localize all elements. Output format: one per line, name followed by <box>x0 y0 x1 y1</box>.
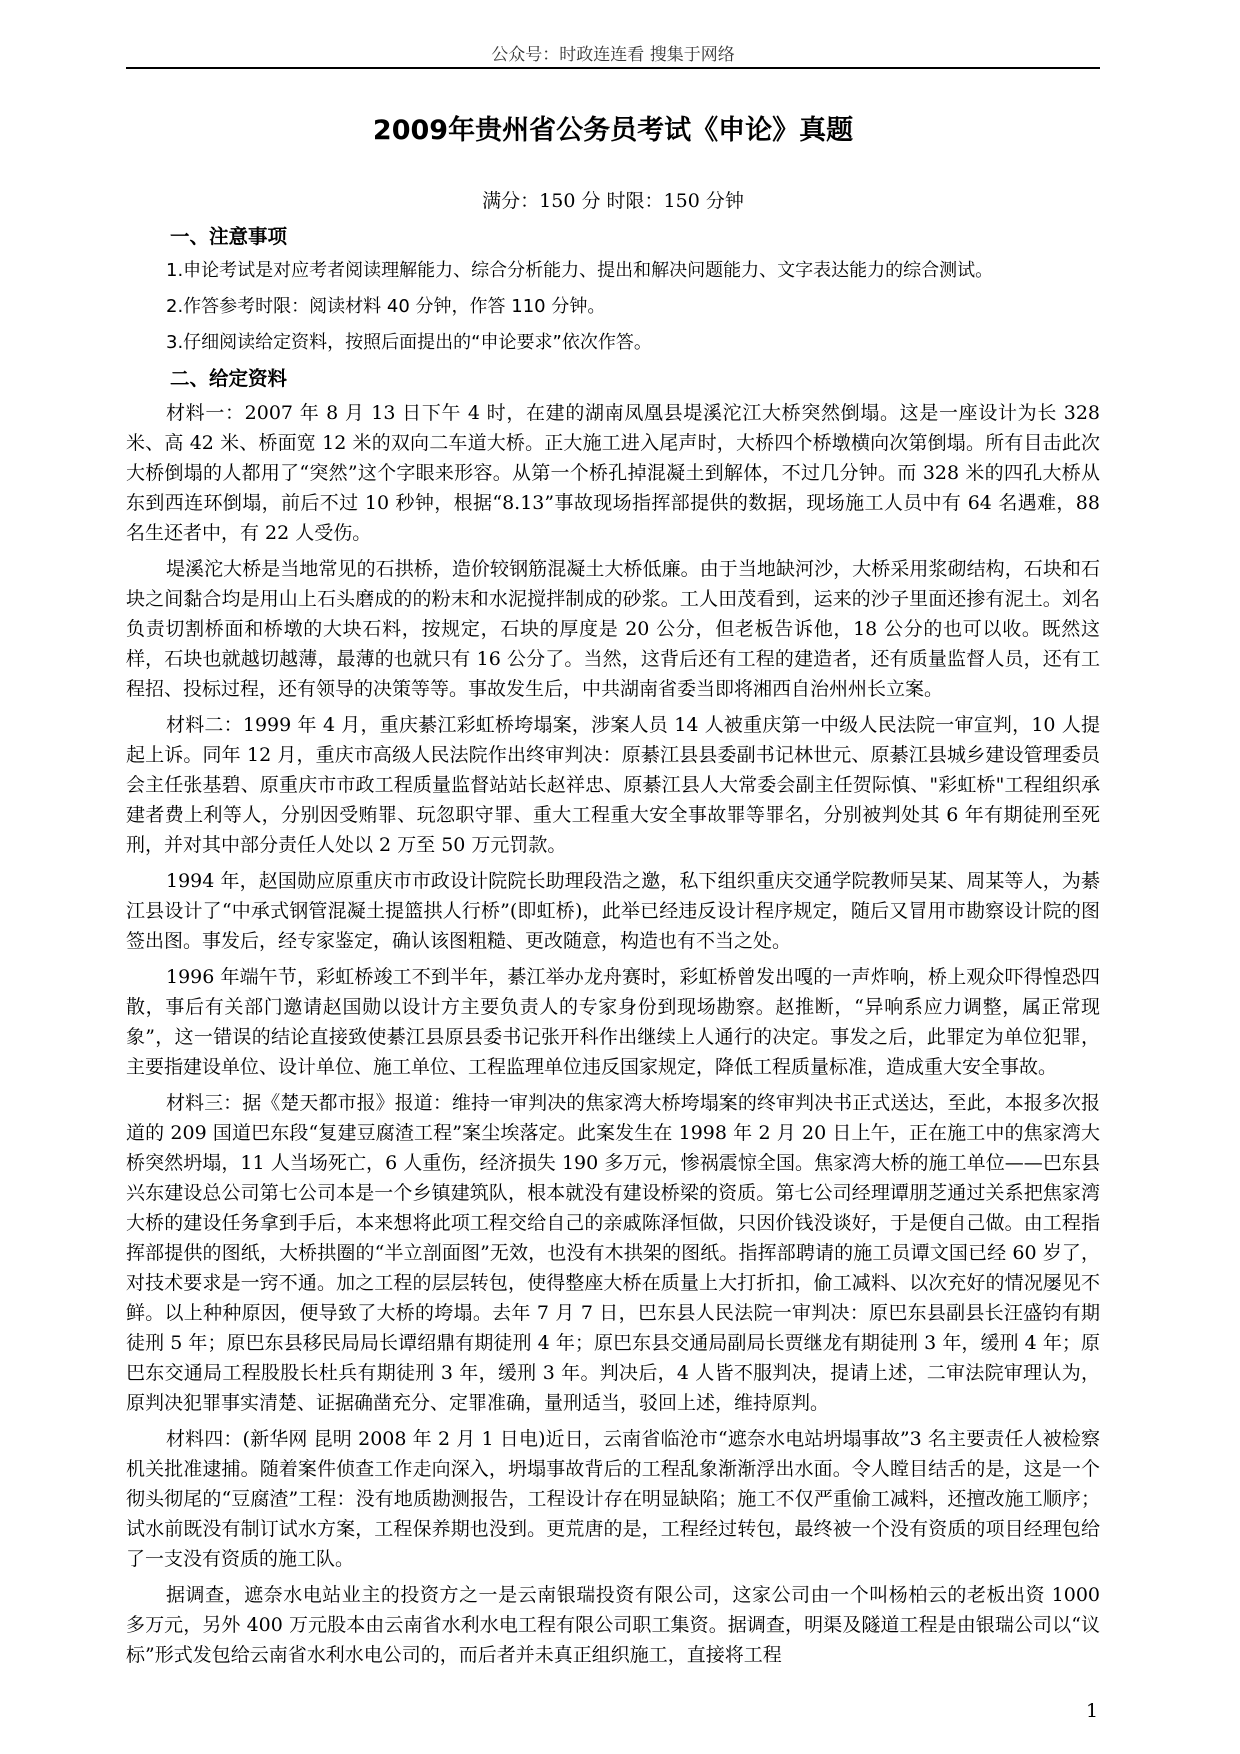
section-heading-notes: 一、注意事项 <box>170 225 288 248</box>
material-paragraph: 据调查，遮奈水电站业主的投资方之一是云南银瑞投资有限公司，这家公司由一个叫杨柏云的老板出资 1000 多万元，另外 400 万元股本由云南省水利水电工程有限公司职工集资。据调查，明渠及隧道工程是由银瑞公司以“议标”形式发包给云南省水利水电公司的，而后者并未真正组织施工，直接将工程 <box>126 1584 1100 1666</box>
section-heading-materials: 二、给定资料 <box>170 367 288 390</box>
page-header: 公众号：时政连连看 搜集于网络 <box>491 45 735 65</box>
material-paragraph: 材料三：据《楚天都市报》报道：维持一审判决的焦家湾大桥垮塌案的终审判决书正式送达，至此，本报多次报道的 209 国道巴东段“复建豆腐渣工程”案尘埃落定。此案发生在 1998 年 2 月 20 日上午，正在施工中的焦家湾大桥突然坍塌，11 人当场死亡，6 人重伤，经济损失 190 多万元，惨祸震惊全国。焦家湾大桥的施工单位——巴东县兴东建设总公司第七公司本是一个乡镇建筑队，根本就没有建设桥梁的资质。第七公司经理谭朋芝通过关系把焦家湾大桥的建设任务拿到手后，本来想将此项工程交给自己的亲戚陈泽恒做，只因价钱没谈好，于是便自己做。由工程指挥部提供的图纸，大桥拱圈的“半立剖面图”无效，也没有木拱架的图纸。指挥部聘请的施工员谭文国已经 60 岁了，对技术要求是一窍不通。加之工程的层层转包，使得整座大桥在质量上大打折扣，偷工减料、以次充好的情况屡见不鲜。以上种种原因，便导致了大桥的垮塌。去年 7 月 7 日，巴东县人民法院一审判决：原巴东县副县长汪盛钧有期徒刑 5 年；原巴东县移民局局长谭绍鼎有期徒刑 4 年；原巴东县交通局副局长贾继龙有期徒刑 3 年，缓刑 4 年；原巴东交通局工程股股长杜兵有期徒刑 3 年，缓刑 3 年。判决后，4 人皆不服判决，提请上述，二审法院审理认为，原判决犯罪事实清楚、证据确凿充分、定罪准确，量刑适当，驳回上述，维持原判。 <box>126 1092 1100 1414</box>
score-line: 满分：150 分 时限：150 分钟 <box>482 190 744 212</box>
material-paragraph: 材料二：1999 年 4 月，重庆綦江彩虹桥垮塌案，涉案人员 14 人被重庆第一中级人民法院一审宣判，10 人提起上诉。同年 12 月，重庆市高级人民法院作出终审判决：原綦江县县委副书记林世元、原綦江县城乡建设管理委员会主任张基碧、原重庆市市政工程质量监督站站长赵祥忠、原綦江县人大常委会副主任贺际慎、"彩虹桥"工程组织承建者费上利等人，分别因受贿罪、玩忽职守罪、重大工程重大安全事故罪等罪名，分别被判处其 6 年有期徒刑至死刑，并对其中部分责任人处以 2 万至 50 万元罚款。 <box>126 714 1100 856</box>
material-paragraph: 材料四：(新华网 昆明 2008 年 2 月 1 日电)近日，云南省临沧市“遮奈水电站坍塌事故”3 名主要责任人被检察机关批准逮捕。随着案件侦查工作走向深入，坍塌事故背后的工程乱象渐渐浮出水面。令人瞠目结舌的是，这是一个彻头彻尾的“豆腐渣”工程：没有地质勘测报告，工程设计存在明显缺陷；施工不仅严重偷工减料，还擅改施工顺序；试水前既没有制订试水方案，工程保养期也没到。更荒唐的是，工程经过转包，最终被一个没有资质的项目经理包给了一支没有资质的施工队。 <box>126 1428 1100 1570</box>
header-divider <box>126 67 1100 69</box>
material-paragraph: 堤溪沱大桥是当地常见的石拱桥，造价较钢筋混凝土大桥低廉。由于当地缺河沙，大桥采用浆砌结构，石块和石块之间黏合均是用山上石头磨成的的粉末和水泥搅拌制成的砂浆。工人田茂看到，运来的沙子里面还掺有泥土。刘名负责切割桥面和桥墩的大块石料，按规定，石块的厚度是 20 公分，但老板告诉他，18 公分的也可以收。既然这样，石块也就越切越薄，最薄的也就只有 16 公分了。当然，这背后还有工程的建造者，还有质量监督人员，还有工程招、投标过程，还有领导的决策等等。事故发生后，中共湖南省委当即将湘西自治州州长立案。 <box>126 558 1100 700</box>
note-item: 1.申论考试是对应考者阅读理解能力、综合分析能力、提出和解决问题能力、文字表达能力的综合测试。 <box>166 260 994 281</box>
note-item: 3.仔细阅读给定资料，按照后面提出的“申论要求”依次作答。 <box>166 332 652 353</box>
document-body <box>126 222 1100 1676</box>
note-item: 2.作答参考时限：阅读材料 40 分钟，作答 110 分钟。 <box>166 296 606 317</box>
material-paragraph: 1996 年端午节，彩虹桥竣工不到半年，綦江举办龙舟赛时，彩虹桥曾发出嘎的一声炸响，桥上观众吓得惶恐四散，事后有关部门邀请赵国勋以设计方主要负责人的专家身份到现场勘察。赵推断，“异响系应力调整，属正常现象”，这一错误的结论直接致使綦江县原县委书记张开科作出继续上人通行的决定。事发之后，此罪定为单位犯罪，主要指建设单位、设计单位、施工单位、工程监理单位违反国家规定，降低工程质量标准，造成重大安全事故。 <box>126 966 1100 1078</box>
material-paragraph: 材料一：2007 年 8 月 13 日下午 4 时，在建的湖南凤凰县堤溪沱江大桥突然倒塌。这是一座设计为长 328 米、高 42 米、桥面宽 12 米的双向二车道大桥。正大施工进入尾声时，大桥四个桥墩横向次第倒塌。所有目击此次大桥倒塌的人都用了“突然”这个字眼来形容。从第一个桥孔掉混凝土到解体，不过几分钟。而 328 米的四孔大桥从东到西连环倒塌，前后不过 10 秒钟，根据“8.13”事故现场指挥部提供的数据，现场施工人员中有 64 名遇难，88 名生还者中，有 22 人受伤。 <box>126 402 1100 544</box>
page-number: 1 <box>1086 1700 1099 1722</box>
material-paragraph: 1994 年，赵国勋应原重庆市市政设计院院长助理段浩之邀，私下组织重庆交通学院教师吴某、周某等人，为綦江县设计了“中承式钢管混凝土提篮拱人行桥”(即虹桥)，此举已经违反设计程序规定，随后又冒用市勘察设计院的图签出图。事发后，经专家鉴定，确认该图粗糙、更改随意，构造也有不当之处。 <box>126 870 1100 952</box>
document-title: 2009年贵州省公务员考试《申论》真题 <box>372 115 854 146</box>
